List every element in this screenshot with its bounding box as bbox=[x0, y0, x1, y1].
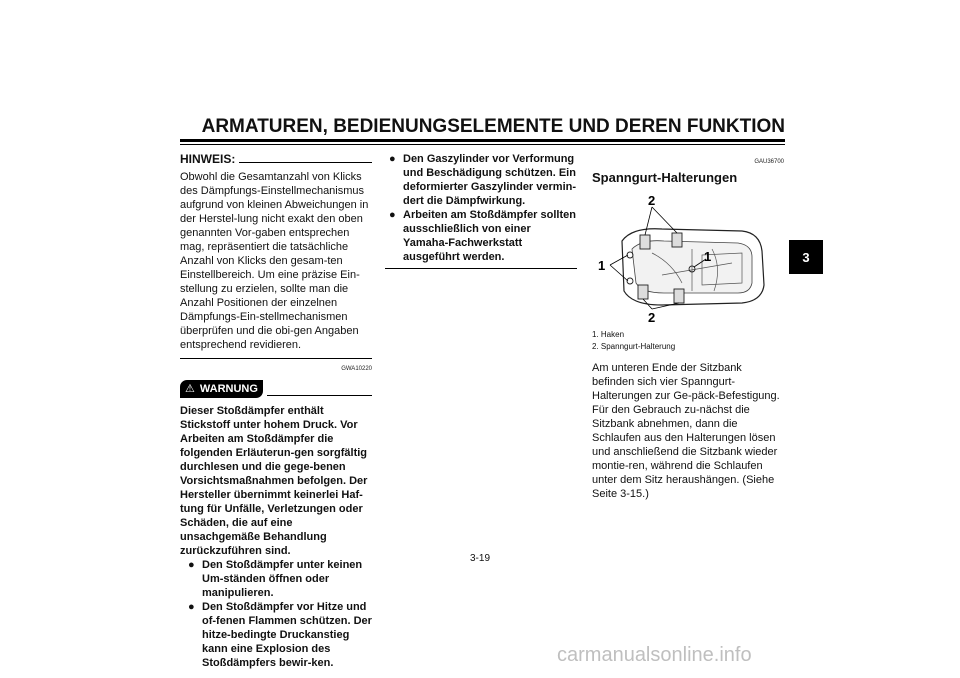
bullet-text: Den Stoßdämpfer unter keinen Um-ständen öffnen oder manipulieren. bbox=[202, 559, 363, 599]
header-rule-thin bbox=[180, 144, 785, 145]
callout-1-center: 1 bbox=[704, 249, 712, 264]
warning-label: WARNUNG bbox=[199, 383, 258, 395]
middle-column bbox=[385, 152, 577, 269]
warning-icon: ⚠ bbox=[185, 383, 195, 395]
list-item bbox=[389, 152, 577, 208]
bullet-text: Arbeiten am Stoßdämpfer sollten ausschließlich von einer Yamaha-Fachwerkstatt ausgeführt werden. bbox=[403, 209, 576, 263]
leader-lines-left bbox=[610, 255, 628, 281]
bullet-icon: ● bbox=[188, 559, 195, 571]
bullet-text: Den Gaszylinder vor Verformung und Beschädigung schützen. Ein deformierter Gaszylinder vermin-dert die Dämpfwirkung. bbox=[403, 153, 577, 207]
strap-holder-top-left bbox=[640, 235, 650, 249]
list-item bbox=[188, 558, 372, 600]
page-header-title: ARMATUREN, BEDIENUNGSELEMENTE UND DEREN FUNKTION bbox=[201, 116, 785, 137]
note-heading-rule bbox=[239, 162, 372, 163]
section-body-text: Am unteren Ende der Sitzbank befinden sich vier Spanngurt-Halterungen zur Ge-päck-Befestigung. Für den Gebrauch zu-nächst die Sitzbank abnehmen, dann die Schlaufen aus den Halterungen lösen und anschließend die Sitzbank wieder montie-ren, während die Schlaufen unter dem Sitz heraushängen. (Siehe Seite 3-15.) bbox=[592, 362, 780, 500]
list-item bbox=[389, 208, 577, 264]
strap-holder-bottom-left bbox=[638, 285, 648, 299]
note-heading: HINWEIS: bbox=[180, 152, 236, 166]
warning-badge bbox=[180, 380, 263, 398]
strap-holder-bottom-right bbox=[674, 289, 684, 303]
watermark: carmanualsonline.info bbox=[557, 644, 752, 666]
warning-heading-row bbox=[180, 380, 372, 398]
callout-1-left: 1 bbox=[598, 258, 606, 273]
legend-item: 2. Spanngurt-Halterung bbox=[592, 342, 676, 351]
warning-text: Dieser Stoßdämpfer enthält Stickstoff unter hohem Druck. Vor Arbeiten am Stoßdämpfer die folgenden Erläuterun-gen sorgfältig durchlesen und die gege-benen Vorsichtsmaßnahmen befolgen. Der Hersteller übernimmt keinerlei Haf-tung für Unfälle, Verletzungen oder Schäden, die auf eine unsachgemäße Behandlung zurückzuführen sind. bbox=[180, 405, 368, 557]
bullet-icon: ● bbox=[389, 209, 396, 221]
note-heading-row bbox=[180, 152, 372, 166]
section-code: GAU36700 bbox=[754, 159, 784, 165]
callout-2-bottom: 2 bbox=[648, 310, 656, 323]
left-column bbox=[180, 152, 372, 670]
bullet-icon: ● bbox=[188, 601, 195, 613]
strap-holder-diagram bbox=[592, 193, 782, 323]
right-column bbox=[592, 152, 784, 501]
header-rule bbox=[180, 139, 785, 142]
leader-lines-top bbox=[645, 207, 677, 235]
chapter-tab: 3 bbox=[789, 240, 823, 274]
warning-bullet-list bbox=[180, 558, 372, 670]
page-number: 3-19 bbox=[469, 553, 490, 564]
warning-bullet-list-continued bbox=[385, 152, 577, 264]
strap-holder-top-right bbox=[672, 233, 682, 247]
list-item bbox=[188, 600, 372, 670]
warning-rule bbox=[267, 395, 372, 396]
diagram-legend bbox=[592, 329, 784, 353]
warning-code: GWA10220 bbox=[341, 366, 372, 372]
legend-item: 1. Haken bbox=[592, 330, 625, 339]
section-title: Spanngurt-Halterungen bbox=[592, 170, 738, 185]
bullet-text: Den Stoßdämpfer vor Hitze und of-fenen Flammen schützen. Der hitze-bedingte Druckanstieg kann eine Explosion des Stoßdämpfers bewir-ken. bbox=[202, 601, 372, 669]
seat-underside-illustration bbox=[592, 193, 782, 323]
bullet-icon: ● bbox=[389, 153, 396, 165]
note-text: Obwohl die Gesamtanzahl von Klicks des Dämpfungs-Einstellmechanismus aufgrund von kleinen Abweichungen in der Herstel-lung nicht exakt den oben genannten Vor-gaben entsprechen mag, repräsentiert die tatsächliche Anzahl von Klicks den gesam-ten Einstellbereich. Um eine präzise Ein-stellung zu erzielen, sollte man die Anzahl Positionen der einzelnen Dämpfungs-Ein-stellmechanismen überprüfen und die obi-gen Angaben entsprechend revidieren. bbox=[180, 170, 372, 359]
warning-end-rule bbox=[385, 268, 577, 269]
callout-2-top: 2 bbox=[648, 193, 656, 208]
